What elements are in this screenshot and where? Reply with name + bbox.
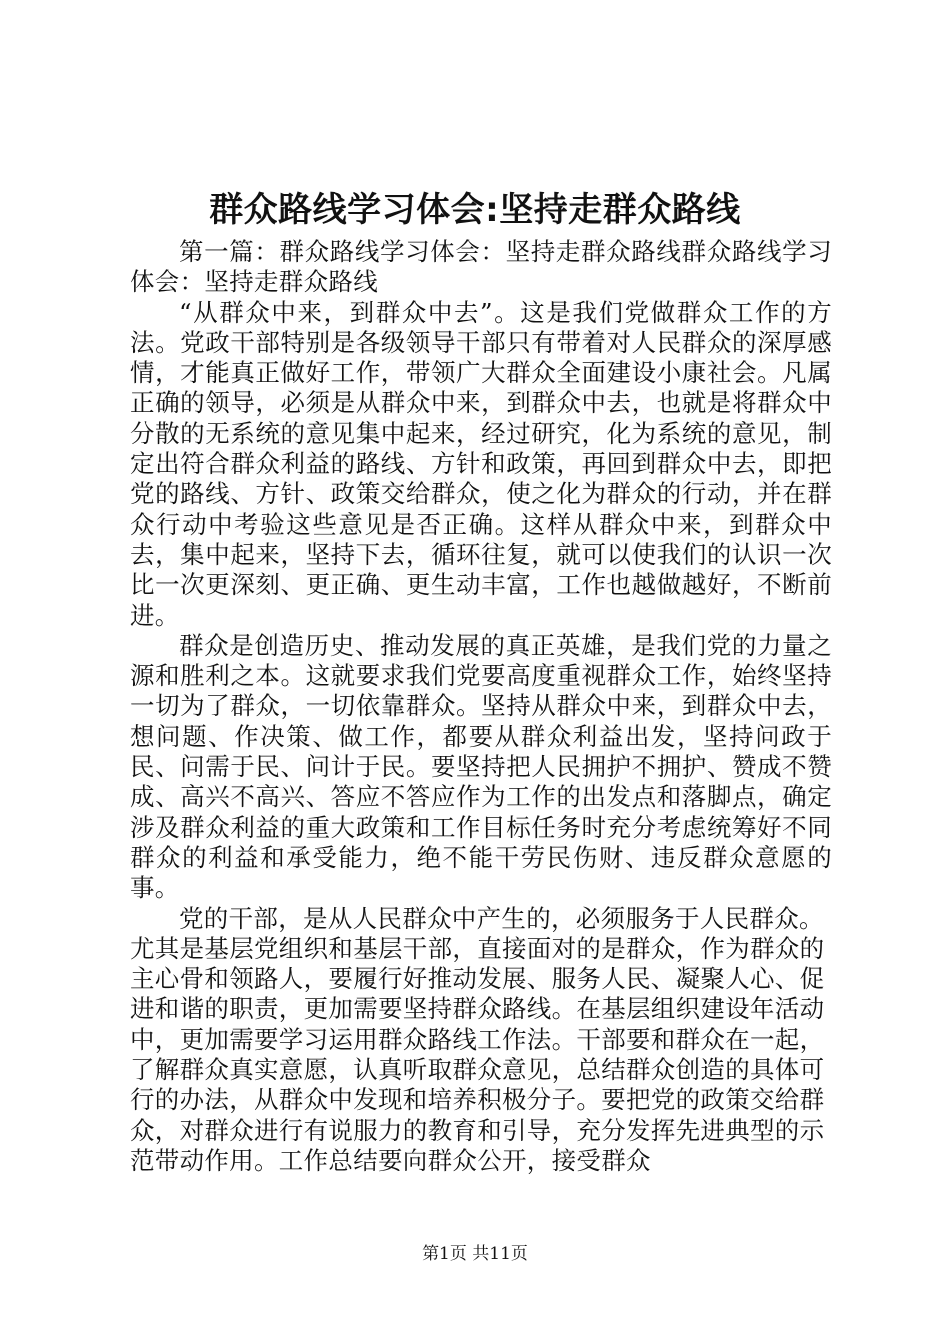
paragraph-1: 第一篇：群众路线学习体会：坚持走群众路线群众路线学习体会：坚持走群众路线 [130,237,832,297]
document-body [130,237,832,1176]
paragraph-2: “从群众中来，到群众中去”。这是我们党做群众工作的方法。党政干部特别是各级领导干部只有带着对人民群众的深厚感情，才能真正做好工作，带领广大群众全面建设小康社会。凡属正确的领导，必须是从群众中来，到群众中去，也就是将群众中分散的无系统的意见集中起来，经过研究，化为系统的意见，制定出符合群众利益的路线、方针和政策，再回到群众中去，即把党的路线、方针、政策交给群众，使之化为群众的行动，并在群众行动中考验这些意见是否正确。这样从群众中来，到群众中去，集中起来，坚持下去，循环往复，就可以使我们的认识一次比一次更深刻、更正确、更生动丰富，工作也越做越好，不断前进。 [130,297,832,630]
paragraph-4: 党的干部，是从人民群众中产生的，必须服务于人民群众。尤其是基层党组织和基层干部，直接面对的是群众，作为群众的主心骨和领路人，要履行好推动发展、服务人民、凝聚人心、促进和谐的职责，更加需要坚持群众路线。在基层组织建设年活动中，更加需要学习运用群众路线工作法。干部要和群众在一起，了解群众真实意愿，认真听取群众意见，总结群众创造的具体可行的办法，从群众中发现和培养积极分子。要把党的政策交给群众，对群众进行有说服力的教育和引导，充分发挥先进典型的示范带动作用。工作总结要向群众公开，接受群众 [130,903,825,1175]
paragraph-3: 群众是创造历史、推动发展的真正英雄，是我们党的力量之源和胜利之本。这就要求我们党要高度重视群众工作，始终坚持一切为了群众，一切依靠群众。坚持从群众中来，到群众中去，想问题、作决策、做工作，都要从群众利益出发，坚持问政于民、问需于民、问计于民。要坚持把人民拥护不拥护、赞成不赞成、高兴不高兴、答应不答应作为工作的出发点和落脚点，确定涉及群众利益的重大政策和工作目标任务时充分考虑统筹好不同群众的利益和承受能力，绝不能干劳民伤财、违反群众意愿的事。 [130,630,832,903]
page-number-footer: 第1页 共11页 [422,1244,528,1264]
document-title: 群众路线学习体会:坚持走群众路线 [209,190,741,230]
